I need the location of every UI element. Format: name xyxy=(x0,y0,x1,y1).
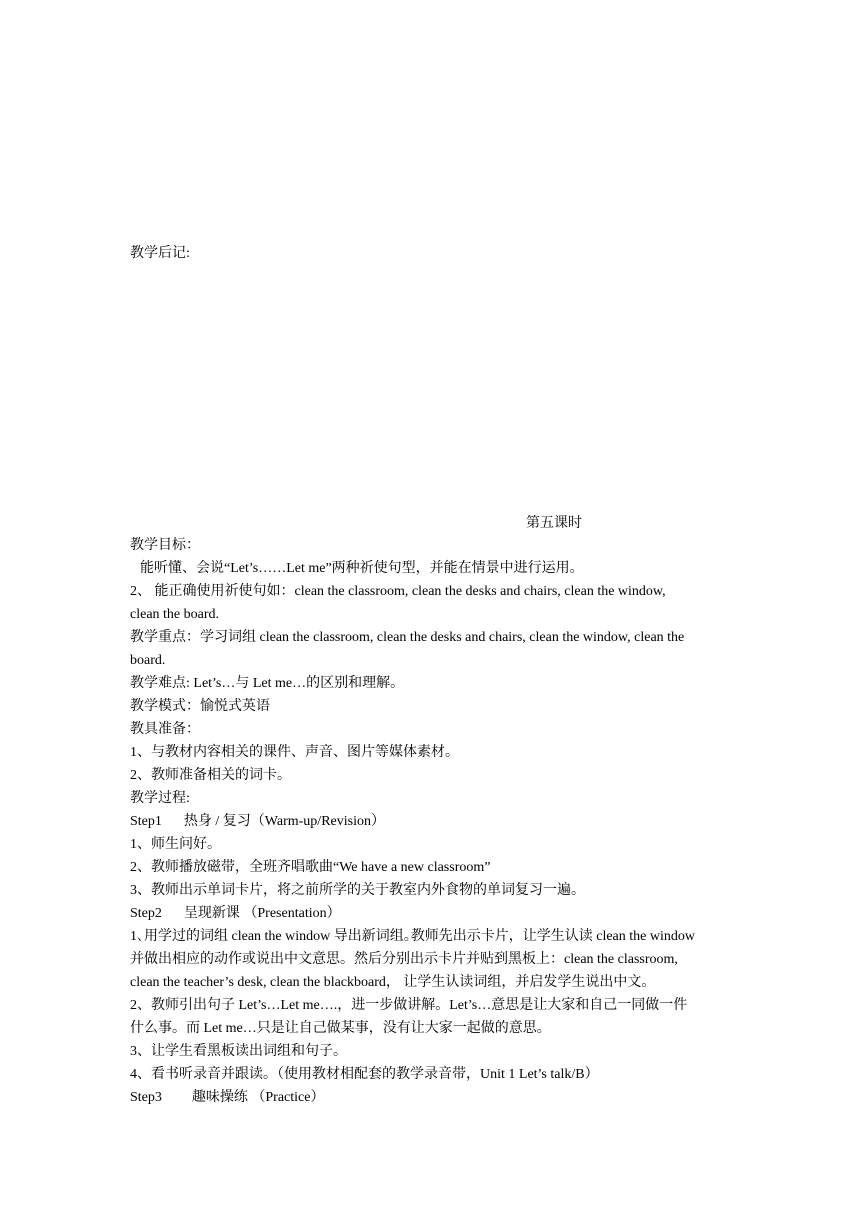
step2-item-3: 3、让学生看黑板读出词组和句子。 xyxy=(130,1044,347,1059)
aid-2: 2、教师准备相关的词卡。 xyxy=(130,768,291,783)
step1-heading xyxy=(130,812,740,832)
aids-label: 教具准备： xyxy=(130,722,200,737)
objective-1: 能听懂、会说“Let’s……Let me”两种祈使句型，并能在情景中进行运用。 xyxy=(140,561,584,576)
step2-item-1-line-3: clean the teacher’s desk, clean the blackboard， 让学生认读词组，并启发学生说出中文。 xyxy=(130,975,656,990)
process-label: 教学过程: xyxy=(130,791,190,806)
key-points-line-1: 教学重点：学习词组 clean the classroom, clean the desks and chairs, clean the window, clean the xyxy=(130,630,685,645)
step2-heading xyxy=(130,904,740,924)
step3-label: Step3 xyxy=(130,1090,162,1105)
step1-item-3: 3、教师出示单词卡片，将之前所学的关于教室内外食物的单词复习一遍。 xyxy=(130,883,585,898)
step1-item-2: 2、教师播放磁带，全班齐唱歌曲“We have a new classroom” xyxy=(130,860,491,875)
step2-item-2-line-2: 什么事。而 Let me…只是让自己做某事，没有让大家一起做的意思。 xyxy=(130,1021,551,1036)
difficulties: 教学难点: Let’s…与 Let me…的区别和理解。 xyxy=(130,676,405,691)
step1-title: 热身 / 复习（Warm-up/Revision） xyxy=(183,814,385,829)
step1-item-1: 1、师生问好。 xyxy=(130,837,221,852)
step3-heading xyxy=(130,1088,740,1108)
aid-1: 1、与教材内容相关的课件、声音、图片等媒体素材。 xyxy=(130,745,459,760)
step2-item-1-line-1: 1､用学过的词组 clean the window 导出新词组｡教师先出示卡片，让学生认读 clean the window xyxy=(130,929,695,944)
step2-item-2-line-1: 2、教师引出句子 Let’s…Let me….，进一步做讲解。Let’s…意思是让大家和自己一同做一件 xyxy=(130,998,688,1013)
step2-label: Step2 xyxy=(130,906,162,921)
key-points-line-2: board. xyxy=(130,653,166,668)
step2-item-1-line-2: 并做出相应的动作或说出中文意思。然后分别出示卡片并贴到黑板上：clean the classroom, xyxy=(130,952,678,967)
step3-title: 趣味操练 （Practice） xyxy=(191,1090,325,1105)
step2-title: 呈现新课 （Presentation） xyxy=(183,906,341,921)
objectives-label: 教学目标： xyxy=(130,538,200,553)
step2-item-4: 4、看书听录音并跟读。（使用教材相配套的教学录音带，Unit 1 Let’s talk/B） xyxy=(130,1067,599,1082)
step1-label: Step1 xyxy=(130,814,162,829)
objective-2-line-1: 2、 能正确使用祈使句如：clean the classroom, clean the desks and chairs, clean the window, xyxy=(130,584,666,599)
lesson-title: 第五课时 xyxy=(526,516,582,531)
postscript-label: 教学后记: xyxy=(130,246,190,261)
objective-2-line-2: clean the board. xyxy=(130,607,220,622)
teaching-mode: 教学模式：愉悦式英语 xyxy=(130,699,270,714)
